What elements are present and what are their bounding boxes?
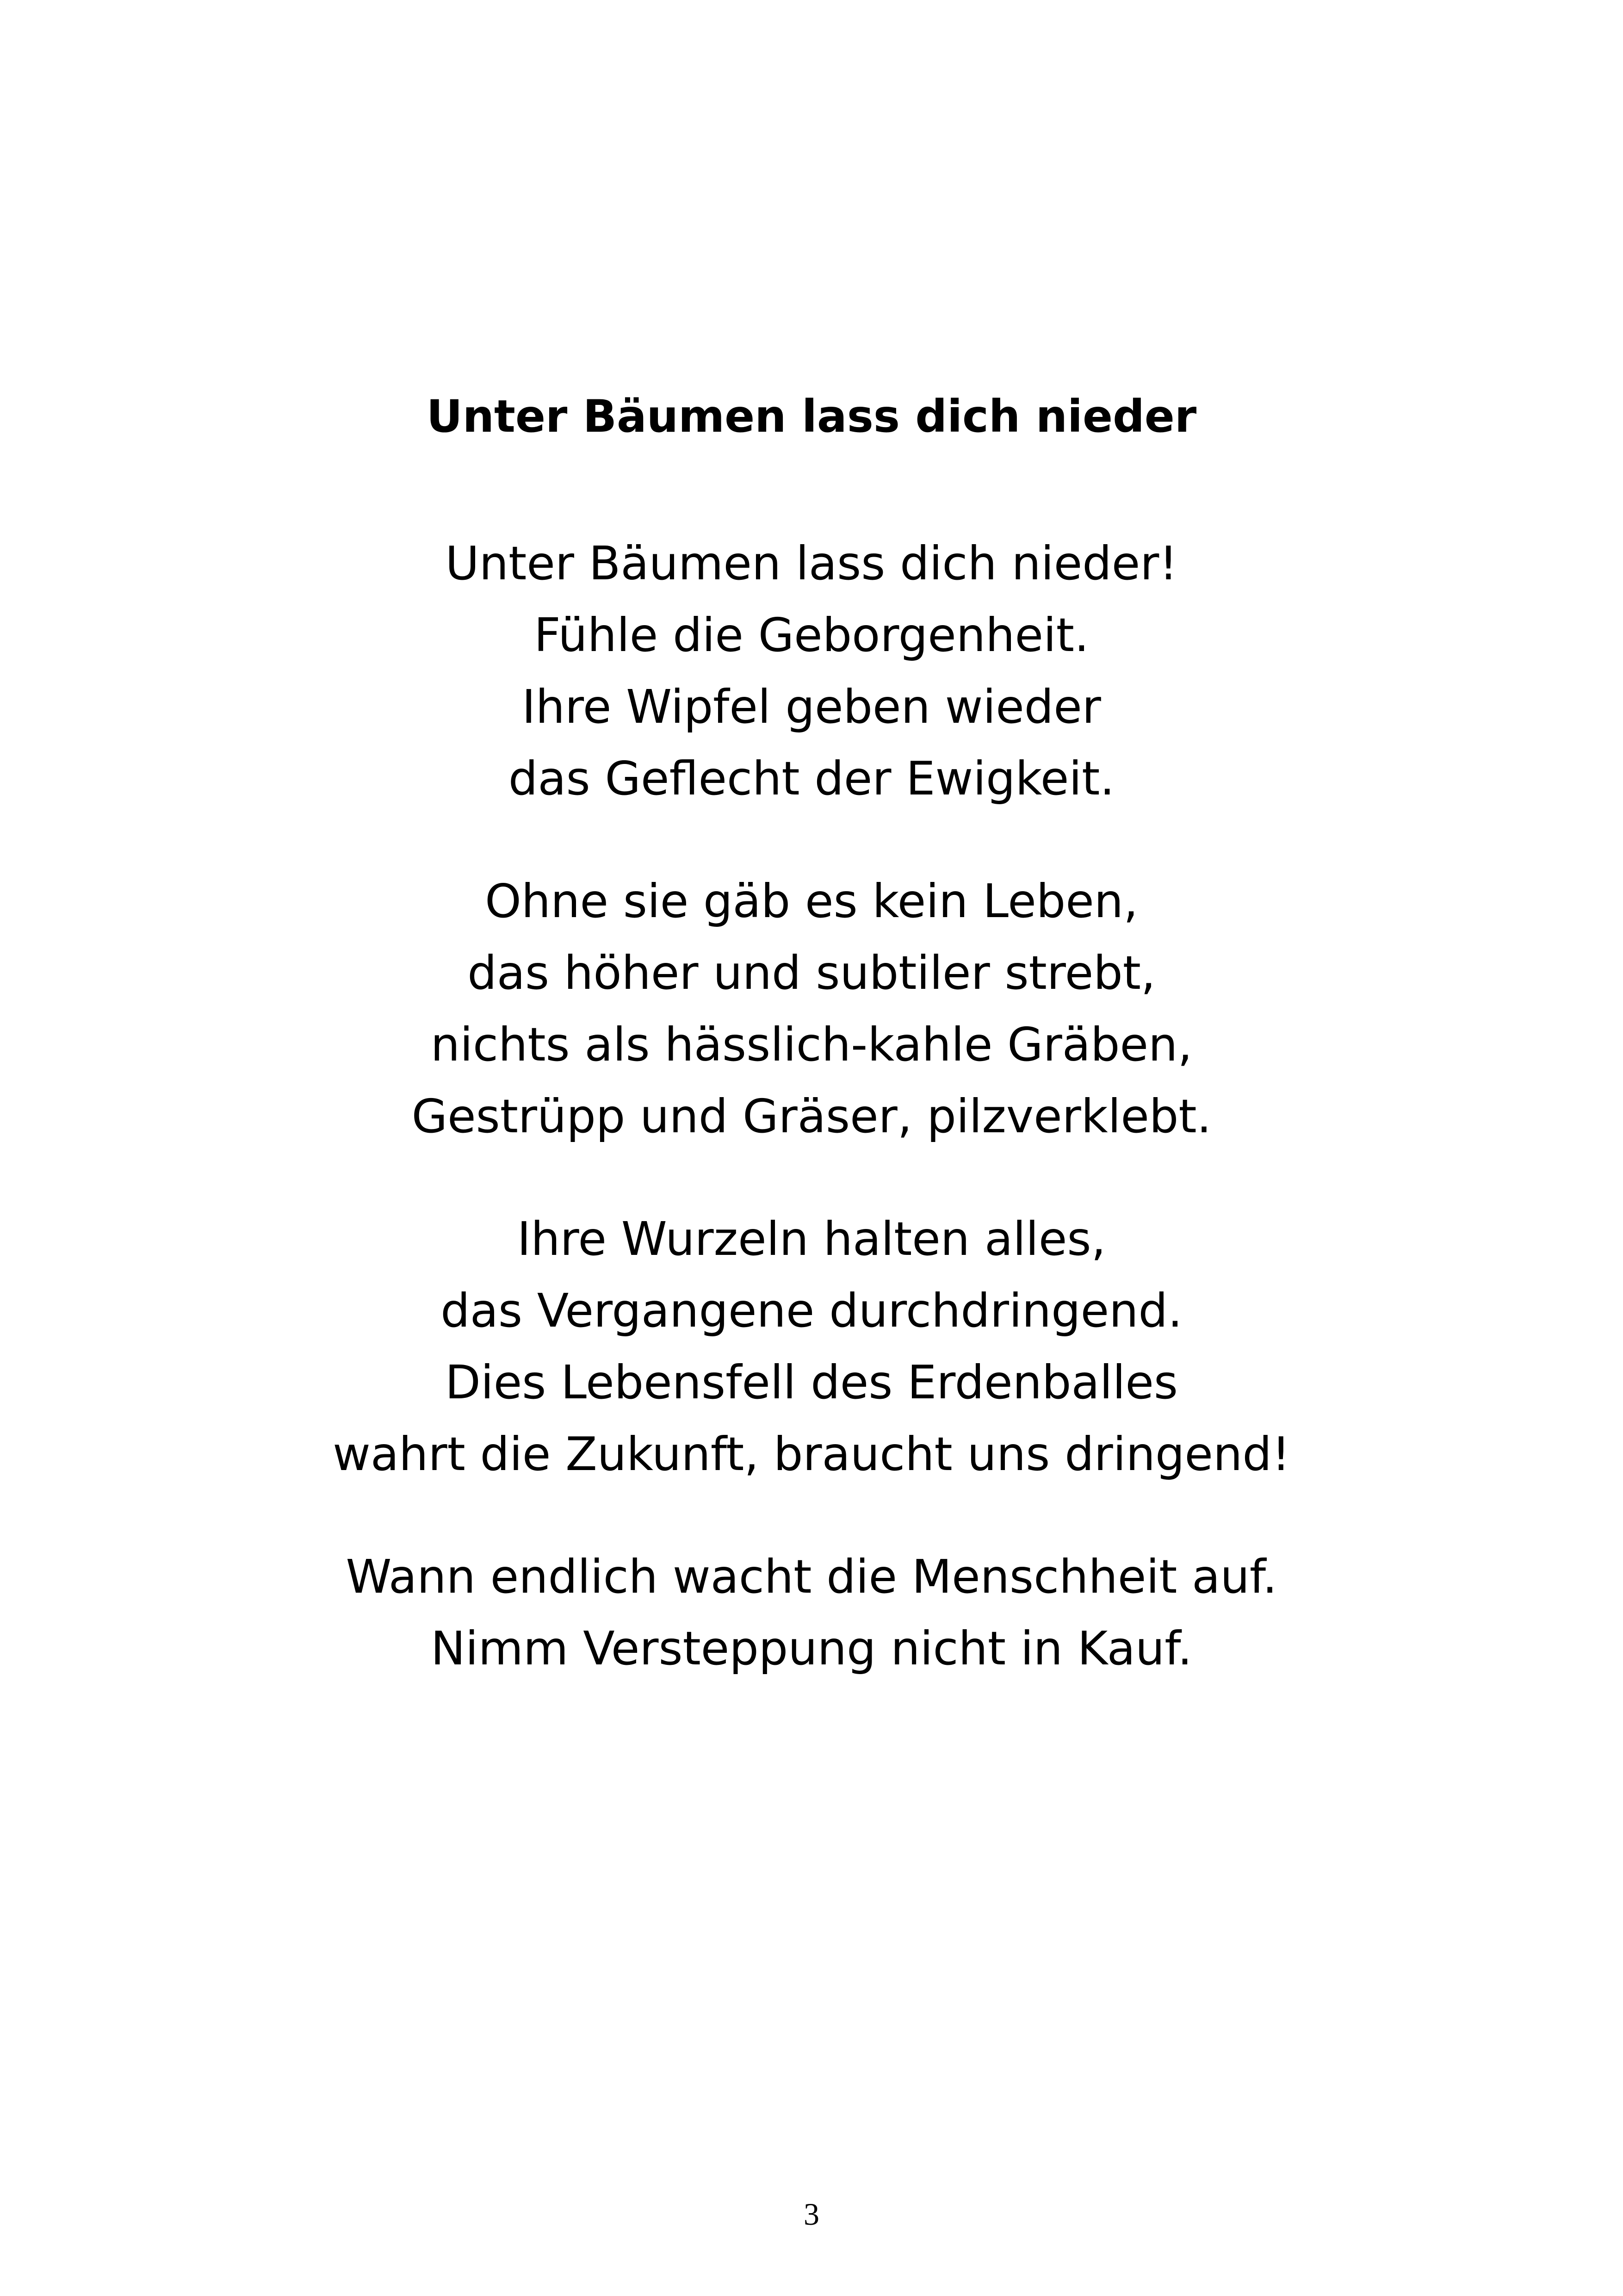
stanza-1 (0, 527, 1623, 814)
page-number: 3 (804, 2197, 819, 2232)
poem-line: Ihre Wurzeln halten alles, (517, 1212, 1106, 1266)
poem-line: Dies Lebensfell des Erdenballes (445, 1355, 1178, 1409)
poem-line: Nimm Versteppung nicht in Kauf. (431, 1621, 1192, 1675)
stanza-4 (0, 1541, 1623, 1684)
poem-title: Unter Bäumen lass dich nieder (426, 391, 1197, 442)
poem-line: nichts als hässlich-kahle Gräben, (430, 1018, 1193, 1072)
poem-line: Fühle die Geborgenheit. (534, 608, 1089, 662)
poem-line: das Vergangene durchdringend. (440, 1284, 1183, 1338)
stanza-3 (0, 1203, 1623, 1490)
poem-line: Gestrüpp und Gräser, pilzverklebt. (411, 1089, 1212, 1143)
poem-line: Wann endlich wacht die Menschheit auf. (346, 1550, 1277, 1604)
poem-line: Ohne sie gäb es kein Leben, (485, 874, 1138, 928)
poem-line: das höher und subtiler strebt, (467, 946, 1156, 1000)
poem-line: das Geflecht der Ewigkeit. (508, 751, 1115, 806)
stanza-2 (0, 865, 1623, 1152)
poem-line: wahrt die Zukunft, braucht uns dringend! (333, 1427, 1290, 1481)
poem-line: Unter Bäumen lass dich nieder! (445, 536, 1178, 590)
poem-body (0, 527, 1623, 1735)
poem-line: Ihre Wipfel geben wieder (522, 680, 1101, 734)
